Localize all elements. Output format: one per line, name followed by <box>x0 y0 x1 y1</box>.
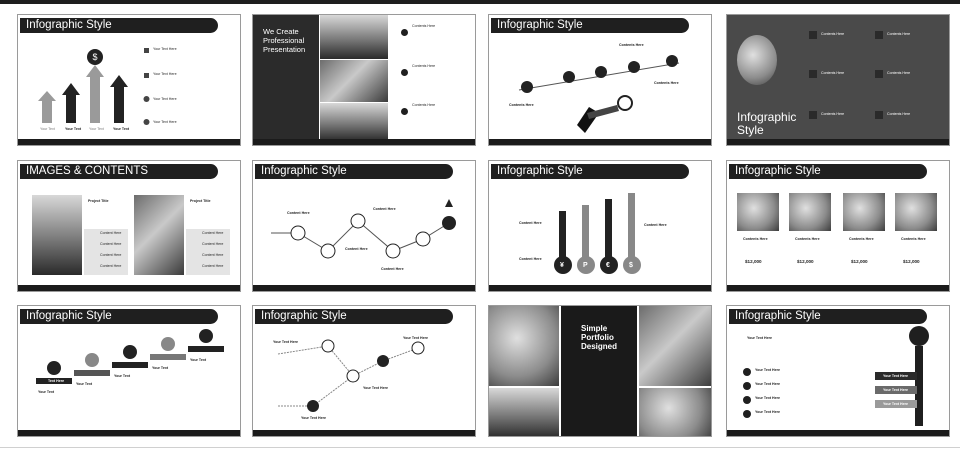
step-label: Your Text <box>38 390 55 394</box>
bar-label: Your Text <box>65 127 82 131</box>
slide-footer <box>253 285 475 291</box>
content-row: Content Here <box>202 231 224 235</box>
slide-grid <box>17 14 942 437</box>
item-label: Your Text Here <box>153 47 177 51</box>
building-photo <box>32 195 82 275</box>
product-photo <box>843 193 885 231</box>
price-value: $12,000 <box>903 259 920 264</box>
slide-heading: Simple Portfolio Designed <box>581 324 618 351</box>
key-head-icon <box>909 326 929 346</box>
skyscraper-photo <box>134 195 184 275</box>
content-label: Contents Here <box>743 237 768 241</box>
tag-label: Your Text Here <box>883 402 909 406</box>
baby-photo <box>639 388 712 437</box>
slide-title: Infographic Style <box>729 164 927 179</box>
slide-footer <box>727 430 949 436</box>
slide-footer <box>18 285 240 291</box>
tag-label: Your Text Here <box>883 374 909 378</box>
content-label: Content Here <box>519 221 542 225</box>
content-label: Content Here <box>287 211 310 215</box>
intro-label: Your Text Here <box>747 336 773 340</box>
chat-icon <box>875 70 883 78</box>
image-icon <box>875 31 883 39</box>
item-label: Contents Here <box>887 71 911 75</box>
gear-icon <box>809 31 817 39</box>
slide-footer <box>489 139 711 145</box>
number-icon <box>743 368 751 376</box>
product-photo <box>789 193 831 231</box>
currency-keys-graphic <box>489 161 712 292</box>
chat-icon <box>401 108 408 115</box>
slide-title: Infographic Style <box>20 309 218 324</box>
content-label: Contents Here <box>509 103 534 107</box>
content-label: Your Text Here <box>403 336 429 340</box>
content-row: Content Here <box>202 242 224 246</box>
item-label: Your Text Here <box>755 382 781 386</box>
slide-title: Infographic Style <box>491 164 689 179</box>
slide-footer <box>253 139 475 145</box>
slide-12-thumbnail[interactable] <box>726 305 950 437</box>
tag-label: Your Text Here <box>883 388 909 392</box>
step-label: Your Text <box>190 358 207 362</box>
item-label: Contents Here <box>412 64 436 68</box>
content-label: Contents Here <box>849 237 874 241</box>
item-label: Your Text Here <box>755 368 781 372</box>
price-value: $12,000 <box>851 259 868 264</box>
slide-title: Infographic Style <box>491 18 689 33</box>
item-label: Contents Here <box>821 112 845 116</box>
family-photo <box>489 388 559 437</box>
path-graphic <box>253 306 476 437</box>
step-label: Your Text <box>114 374 131 378</box>
grid-icon <box>875 111 883 119</box>
content-row: Content Here <box>202 264 224 268</box>
content-row: Content Here <box>100 231 122 235</box>
slide-heading: We Create Professional Presentation <box>263 27 306 54</box>
price-value: $12,000 <box>797 259 814 264</box>
item-label: Your Text Here <box>153 72 177 76</box>
road-photo <box>320 15 388 59</box>
number-icon <box>743 410 751 418</box>
step-label: Text Here <box>48 379 65 383</box>
steps-graphic <box>18 306 241 437</box>
price-value: $12,000 <box>745 259 762 264</box>
step-label: Your Text <box>76 382 93 386</box>
item-label: Contents Here <box>412 24 436 28</box>
product-photo <box>737 193 779 231</box>
slide-3-thumbnail[interactable] <box>488 14 712 146</box>
number-icon <box>743 382 751 390</box>
item-label: Your Text Here <box>755 396 781 400</box>
bar-label: Your Text <box>113 127 130 131</box>
bottom-divider <box>0 447 960 448</box>
slide-8-thumbnail[interactable] <box>726 160 950 292</box>
content-label: Contents Here <box>795 237 820 241</box>
slide-footer <box>489 285 711 291</box>
content-label: Contents Here <box>619 43 644 47</box>
slide-heading: Infographic Style <box>737 110 797 137</box>
content-label: Your Text Here <box>301 416 327 420</box>
content-label: Content Here <box>644 223 667 227</box>
slide-footer <box>18 139 240 145</box>
item-label: Contents Here <box>412 103 436 107</box>
step-label: Your Text <box>152 366 169 370</box>
phone-icon <box>401 69 408 76</box>
content-row: Content Here <box>100 242 122 246</box>
content-label: Content Here <box>373 207 396 211</box>
flow-graphic <box>253 161 476 292</box>
currency-symbol: ¥ <box>560 262 564 269</box>
content-row: Content Here <box>100 264 122 268</box>
project-title: Project Title <box>190 199 211 203</box>
item-label: Contents Here <box>887 32 911 36</box>
highway-photo <box>320 60 388 102</box>
slide-4-thumbnail[interactable] <box>726 14 950 146</box>
mail-icon <box>809 111 817 119</box>
chart-icon <box>809 70 817 78</box>
mother-baby-photo <box>489 306 559 386</box>
content-label: Your Text Here <box>363 386 389 390</box>
item-label: Contents Here <box>821 71 845 75</box>
content-label: Contents Here <box>654 81 679 85</box>
slide-9-thumbnail[interactable] <box>17 305 241 437</box>
currency-symbol: $ <box>629 262 633 269</box>
slide-title: IMAGES & CONTENTS <box>20 164 218 179</box>
slide-6-thumbnail[interactable] <box>252 160 476 292</box>
svg-text:$: $ <box>92 52 98 62</box>
content-label: Content Here <box>345 247 368 251</box>
product-photo <box>895 193 937 231</box>
slide-footer <box>727 139 949 145</box>
city-photo <box>320 103 388 141</box>
content-label: Content Here <box>519 257 542 261</box>
slide-11-thumbnail[interactable] <box>488 305 712 437</box>
content-row: Content Here <box>100 253 122 257</box>
content-label: Content Here <box>381 267 404 271</box>
number-icon <box>743 396 751 404</box>
slide-10-thumbnail[interactable] <box>252 305 476 437</box>
content-row: Content Here <box>202 253 224 257</box>
item-label: Contents Here <box>887 112 911 116</box>
key-lock-photo <box>737 35 777 85</box>
item-label: Your Text Here <box>153 120 177 124</box>
project-title: Project Title <box>88 199 109 203</box>
slide-1-thumbnail[interactable] <box>17 14 241 146</box>
location-icon <box>401 29 408 36</box>
content-table <box>84 229 128 275</box>
slide-footer <box>18 430 240 436</box>
bar-label: Your Text <box>89 127 104 131</box>
item-label: Contents Here <box>821 32 845 36</box>
slide-7-thumbnail[interactable] <box>488 160 712 292</box>
mother-child-photo <box>639 306 712 386</box>
slide-title: Infographic Style <box>20 18 218 33</box>
top-border <box>0 0 960 4</box>
item-label: Your Text Here <box>153 97 177 101</box>
slide-5-thumbnail[interactable] <box>17 160 241 292</box>
item-label: Your Text Here <box>755 410 781 414</box>
currency-symbol: P <box>583 262 588 269</box>
slide-footer <box>253 430 475 436</box>
content-label: Your Text Here <box>273 340 299 344</box>
slide-footer <box>727 285 949 291</box>
content-table <box>186 229 230 275</box>
currency-symbol: € <box>606 262 610 269</box>
content-label: Contents Here <box>901 237 926 241</box>
slide-title: Infographic Style <box>255 309 453 324</box>
slide-title: Infographic Style <box>729 309 927 324</box>
slide-title: Infographic Style <box>255 164 453 179</box>
slide-2-thumbnail[interactable] <box>252 14 476 146</box>
bar-label: Your Text <box>40 127 55 131</box>
